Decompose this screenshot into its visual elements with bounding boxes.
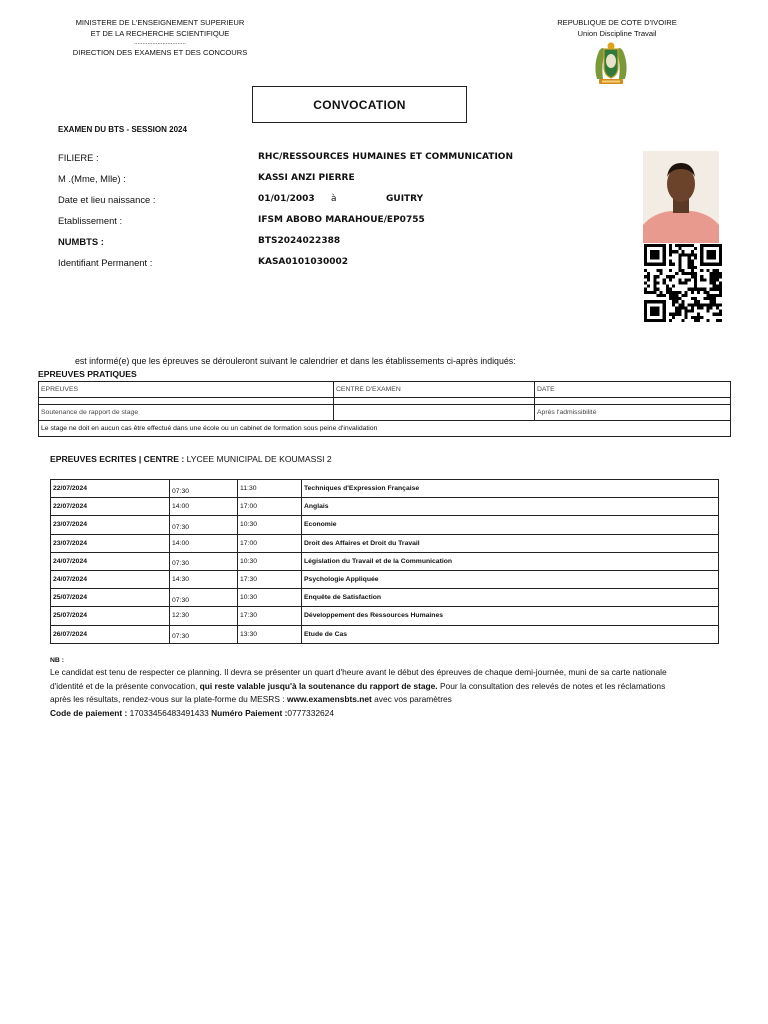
nb-text-2: Pour la consultation des relevés de notes et les réclamations après les résultats, rendez-vous sur la plate-forme du MESRS : (50, 680, 666, 704)
ministry-header (60, 17, 260, 58)
pratiques-spacer-cell (39, 398, 334, 405)
exam-subject: Enquête de Satisfaction (302, 589, 719, 607)
candidate-photo (643, 151, 719, 243)
exam-end: 10:30 (238, 552, 302, 570)
exam-start: 07:30 (170, 480, 238, 498)
exam-date: 25/07/2024 (51, 589, 170, 607)
name-label: M .(Mme, Mlle) : (58, 173, 126, 184)
pratiques-spacer-cell (535, 398, 731, 405)
exam-subject: Développement des Ressources Humaines (302, 607, 719, 625)
exam-end: 13:30 (238, 625, 302, 643)
exam-end: 10:30 (238, 516, 302, 534)
exam-date: 23/07/2024 (51, 516, 170, 534)
etablissement-value: IFSM ABOBO MARAHOUE/EP0755 (258, 215, 425, 225)
exam-subject: Psychologie Appliquée (302, 570, 719, 588)
numbts-label: NUMBTS : (58, 236, 104, 247)
exam-date: 24/07/2024 (51, 552, 170, 570)
pratiques-header-date: DATE (535, 382, 731, 398)
exam-subject: Economie (302, 516, 719, 534)
exam-end: 10:30 (238, 589, 302, 607)
exam-date: 22/07/2024 (51, 498, 170, 516)
republic-line: REPUBLIQUE DE COTE D'IVOIRE (557, 18, 677, 27)
table-row (51, 589, 719, 607)
exam-end: 17:30 (238, 607, 302, 625)
identifiant-value: KASA0101030002 (258, 257, 349, 267)
ecrites-title (50, 454, 332, 464)
centre-label: CENTRE : (143, 454, 185, 464)
exam-end: 17:00 (238, 498, 302, 516)
centre-value: LYCEE MUNICIPAL DE KOUMASSI 2 (186, 454, 332, 464)
filiere-label: FILIERE : (58, 152, 99, 163)
motto-line: Union Discipline Travail (577, 29, 657, 38)
table-row (51, 498, 719, 516)
exam-start: 07:30 (170, 552, 238, 570)
table-row (51, 480, 719, 498)
table-row (51, 516, 719, 534)
name-value: KASSI ANZI PIERRE (258, 173, 355, 183)
exam-subject: Législation du Travail et de la Communication (302, 552, 719, 570)
pratiques-centre (334, 405, 535, 421)
qr-code-icon (642, 244, 724, 322)
pratiques-header-epreuves: EPREUVES (39, 382, 334, 398)
numbts-value: BTS2024022388 (258, 236, 341, 246)
exam-end: 11:30 (238, 480, 302, 498)
exam-start: 07:30 (170, 516, 238, 534)
exam-start: 12:30 (170, 607, 238, 625)
document-title: CONVOCATION (252, 86, 467, 123)
exam-start: 14:30 (170, 570, 238, 588)
ministry-separator: ............................... (134, 40, 186, 46)
exam-subject: Techniques d'Expression Française (302, 480, 719, 498)
exam-date: 26/07/2024 (51, 625, 170, 643)
nb-text-1: Le candidat est tenu de respecter ce planning. Il devra se présenter un quart d'heure avant le début des épreuves de chaque demi-journée, muni de sa carte nationale d'identité et de la présente convocation, (50, 667, 667, 691)
exam-start: 14:00 (170, 534, 238, 552)
payment-number-value: 0777332624 (287, 707, 334, 718)
nb-paragraph (50, 666, 670, 707)
pratiques-header-centre: CENTRE D'EXAMEN (334, 382, 535, 398)
intro-text: est informé(e) que les épreuves se dérouleront suivant le calendrier et dans les établissements ci-après indiqués: (75, 356, 516, 366)
exam-date: 24/07/2024 (51, 570, 170, 588)
pratiques-date: Après l'admissibilité (535, 405, 731, 421)
payment-line (50, 707, 670, 721)
birth-date: 01/01/2003 (258, 194, 315, 204)
payment-number-label: Numéro Paiement : (211, 707, 288, 718)
exam-start: 07:30 (170, 625, 238, 643)
exam-subject: Etude de Cas (302, 625, 719, 643)
identifiant-label: Identifiant Permanent : (58, 257, 153, 268)
exam-subject: Anglais (302, 498, 719, 516)
table-row (51, 552, 719, 570)
exams-table (50, 479, 719, 644)
exam-date: 22/07/2024 (51, 480, 170, 498)
nb-label: NB : (50, 657, 64, 664)
exam-date: 25/07/2024 (51, 607, 170, 625)
exam-end: 17:00 (238, 534, 302, 552)
birth-place: GUITRY (386, 194, 424, 204)
exam-subject: Droit des Affaires et Droit du Travail (302, 534, 719, 552)
exam-date: 23/07/2024 (51, 534, 170, 552)
republic-header (538, 17, 696, 39)
payment-code-value: 17033456483491433 (129, 707, 209, 718)
ministry-line-2: ET DE LA RECHERCHE SCIENTIFIQUE (90, 29, 230, 38)
nb-bold-1: qui reste valable jusqu'à la soutenance du rapport de stage. (199, 680, 438, 691)
pratiques-warning: Le stage ne doit en aucun cas être effectué dans une école ou un cabinet de formation sous peine d'invalidation (39, 421, 731, 437)
direction-line: DIRECTION DES EXAMENS ET DES CONCOURS (72, 48, 248, 57)
coat-of-arms-icon (591, 41, 631, 87)
pratiques-spacer-cell (334, 398, 535, 405)
birth-separator: à (331, 194, 337, 204)
ministry-line-1: MINISTERE DE L'ENSEIGNEMENT SUPERIEUR (75, 18, 245, 27)
pratiques-title: EPREUVES PRATIQUES (38, 369, 137, 379)
table-row (51, 625, 719, 643)
filiere-value: RHC/RESSOURCES HUMAINES ET COMMUNICATION (258, 152, 513, 162)
exam-start: 07:30 (170, 589, 238, 607)
payment-code-label: Code de paiement : (50, 707, 128, 718)
etablissement-label: Etablissement : (58, 215, 123, 226)
table-row (51, 570, 719, 588)
nb-text-3: avec vos paramètres (371, 694, 452, 704)
ecrites-title-label: EPREUVES ECRITES | (50, 454, 142, 464)
table-row (51, 607, 719, 625)
pratiques-table (38, 381, 731, 437)
pratiques-epreuve: Soutenance de rapport de stage (39, 405, 334, 421)
table-row (51, 534, 719, 552)
exam-start: 14:00 (170, 498, 238, 516)
nb-section (50, 656, 670, 720)
session-label: EXAMEN DU BTS - SESSION 2024 (58, 125, 187, 134)
exam-end: 17:30 (238, 570, 302, 588)
birth-label: Date et lieu naissance : (58, 194, 156, 205)
website-link[interactable]: www.examensbts.net (286, 694, 372, 704)
